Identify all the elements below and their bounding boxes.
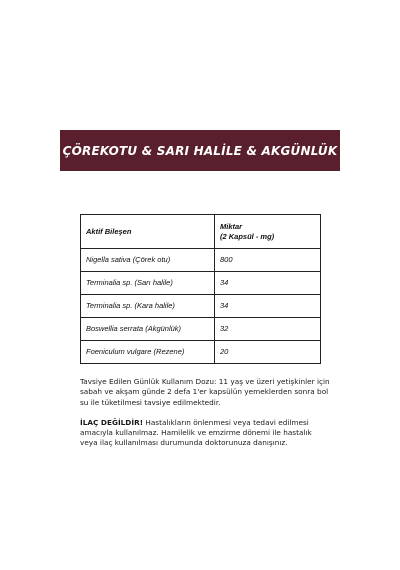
ingredient-amount: 34 — [215, 272, 321, 295]
ingredient-amount: 800 — [215, 249, 321, 272]
dosage-text: Tavsiye Edilen Günlük Kullanım Dozu: 11 yaş ve üzeri yetişkinler için sabah ve akşam günde 2 defa 1'er kapsülün yemeklerden sonra bol su ile tüketilmesi tavsiye edilmektedir. — [80, 377, 330, 407]
ingredient-amount: 34 — [215, 295, 321, 318]
product-title-banner — [60, 130, 340, 171]
product-title: ÇÖREKOTU & SARI HALİLE & AKGÜNLÜK — [62, 143, 338, 158]
table-row — [81, 341, 321, 364]
warning-label: İLAÇ DEĞİLDİR! — [80, 417, 144, 427]
ingredient-name: Terminalia sp. (Kara halile) — [81, 295, 215, 318]
table-row — [81, 249, 321, 272]
header-ingredient: Aktif Bileşen — [81, 215, 215, 249]
header-amount-unit: (2 Kapsül - mg) — [220, 231, 275, 241]
table-row — [81, 295, 321, 318]
ingredient-name: Nigella sativa (Çörek otu) — [81, 249, 215, 272]
warning-text: Hastalıkların önlenmesi veya tedavi edilmesi amacıyla kullanılmaz. Hamilelik ve emzirme dönemi ile hastalık veya ilaç kullanılması durumunda doktorunuza danışınız. — [80, 417, 312, 448]
table-row — [81, 318, 321, 341]
header-amount — [215, 215, 321, 249]
usage-notes — [80, 377, 330, 449]
warning-paragraph — [80, 418, 330, 449]
header-amount-label: Miktar — [220, 222, 243, 232]
ingredients-table — [80, 214, 321, 364]
ingredient-amount: 32 — [215, 318, 321, 341]
ingredient-name: Foeniculum vulgare (Rezene) — [81, 341, 215, 364]
ingredient-amount: 20 — [215, 341, 321, 364]
table-header-row — [81, 215, 321, 249]
ingredient-name: Boswellia serrata (Akgünlük) — [81, 318, 215, 341]
table-row — [81, 272, 321, 295]
ingredient-name: Terminalia sp. (Sarı halile) — [81, 272, 215, 295]
